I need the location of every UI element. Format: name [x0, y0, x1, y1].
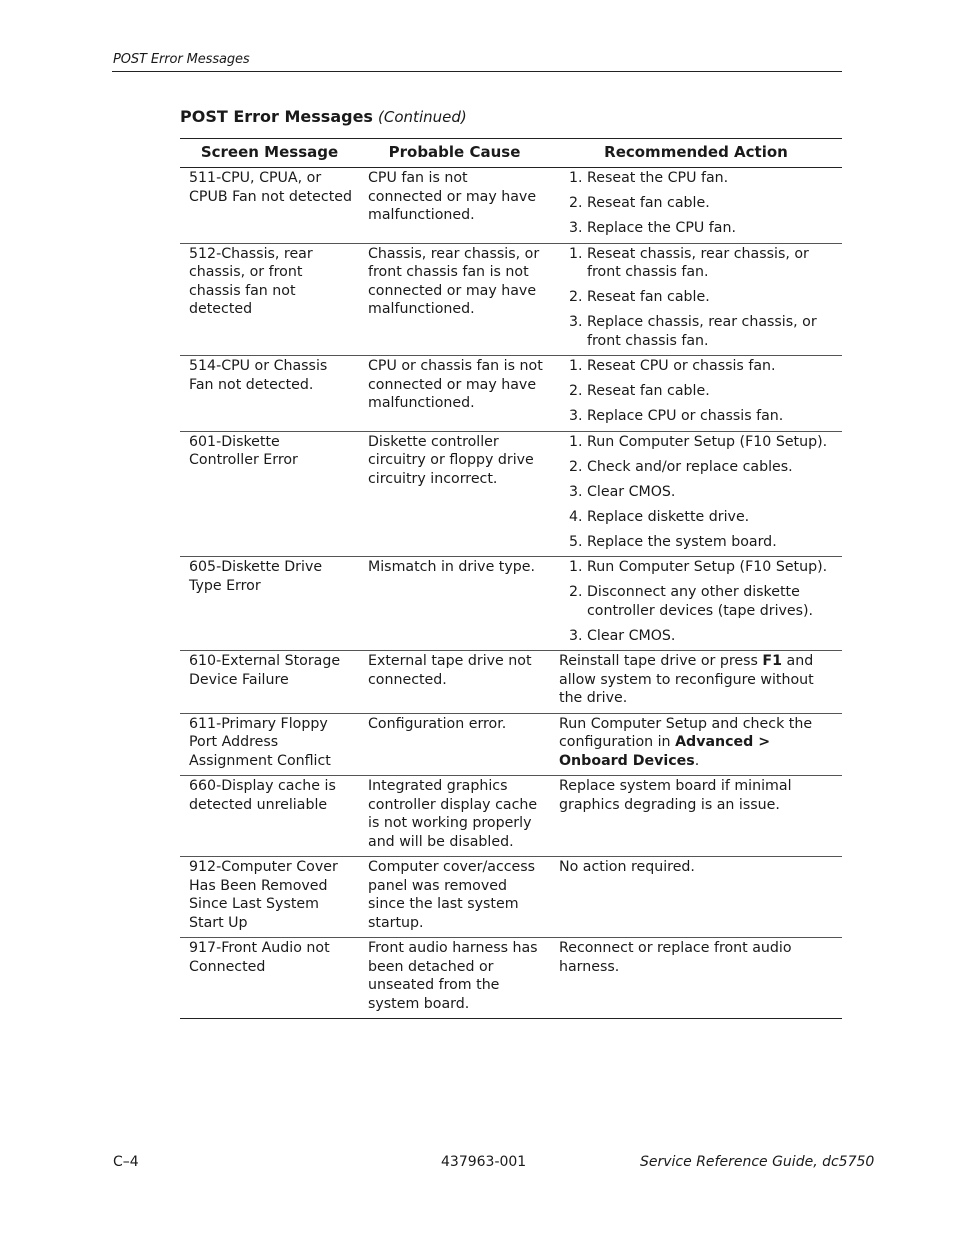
action-step: 5. Replace the system board. — [587, 533, 836, 552]
screen-message: 512-Chassis, rear chassis, or front chassis fan not detected — [180, 243, 359, 356]
screen-message: 610-External Storage Device Failure — [180, 651, 359, 714]
recommended-action: No action required. — [550, 857, 842, 938]
action-text: and allow system to reconfigure without the drive. — [559, 653, 814, 706]
action-step: 1. Reseat the CPU fan. — [587, 169, 836, 188]
screen-message: 912-Computer Cover Has Been Removed Since Last System Start Up — [180, 857, 359, 938]
probable-cause: CPU fan is not connected or may have malfunctioned. — [359, 168, 550, 244]
probable-cause: Computer cover/access panel was removed since the last system startup. — [359, 857, 550, 938]
action-step: 3. Replace chassis, rear chassis, or front chassis fan. — [587, 313, 836, 350]
part-number: 437963-001 — [441, 1154, 527, 1170]
action-steps — [559, 245, 836, 351]
recommended-action — [550, 713, 842, 776]
table-title-continued: (Continued) — [378, 108, 467, 126]
action-step: 2. Reseat fan cable. — [587, 194, 836, 213]
probable-cause: Configuration error. — [359, 713, 550, 776]
table-title — [180, 107, 467, 126]
action-steps — [559, 169, 836, 238]
recommended-action — [550, 243, 842, 356]
action-step: 3. Clear CMOS. — [587, 627, 836, 646]
menu-path-label: Advanced > Onboard Devices — [559, 734, 771, 769]
action-steps — [559, 357, 836, 426]
f1-key-label: F1 — [762, 653, 782, 669]
recommended-action — [550, 431, 842, 557]
action-step: 3. Replace CPU or chassis fan. — [587, 407, 836, 426]
table-row — [180, 168, 842, 244]
table-row — [180, 356, 842, 432]
probable-cause: CPU or chassis fan is not connected or may have malfunctioned. — [359, 356, 550, 432]
screen-message: 605-Diskette Drive Type Error — [180, 557, 359, 651]
action-step: 2. Check and/or replace cables. — [587, 458, 836, 477]
page-number: C–4 — [113, 1154, 139, 1170]
probable-cause: Diskette controller circuitry or floppy drive circuitry incorrect. — [359, 431, 550, 557]
table-row — [180, 431, 842, 557]
action-steps — [559, 558, 836, 645]
recommended-action — [550, 557, 842, 651]
table-header-row — [180, 139, 842, 168]
action-text: . — [694, 752, 700, 769]
probable-cause: Chassis, rear chassis, or front chassis fan is not connected or may have malfunctioned. — [359, 243, 550, 356]
screen-message: 511-CPU, CPUA, or CPUB Fan not detected — [180, 168, 359, 244]
action-step: 1. Reseat chassis, rear chassis, or front chassis fan. — [587, 245, 836, 282]
header-rule — [112, 71, 842, 72]
column-header-screen-message: Screen Message — [180, 139, 359, 168]
recommended-action: Reconnect or replace front audio harness. — [550, 938, 842, 1019]
guide-title: Service Reference Guide, dc5750 — [640, 1154, 875, 1170]
screen-message: 660-Display cache is detected unreliable — [180, 776, 359, 857]
action-text: Run Computer Setup and check the configuration in — [559, 715, 813, 750]
screen-message: 917-Front Audio not Connected — [180, 938, 359, 1019]
recommended-action — [550, 168, 842, 244]
table-row — [180, 713, 842, 776]
table-row — [180, 938, 842, 1019]
recommended-action: Replace system board if minimal graphics degrading is an issue. — [550, 776, 842, 857]
action-step: 3. Clear CMOS. — [587, 483, 836, 502]
table-row — [180, 857, 842, 938]
action-steps — [559, 433, 836, 552]
table-row — [180, 557, 842, 651]
column-header-probable-cause: Probable Cause — [359, 139, 550, 168]
recommended-action — [550, 356, 842, 432]
table-row — [180, 651, 842, 714]
action-step: 2. Reseat fan cable. — [587, 382, 836, 401]
probable-cause: Integrated graphics controller display cache is not working properly and will be disabled. — [359, 776, 550, 857]
action-step: 4. Replace diskette drive. — [587, 508, 836, 527]
running-head: POST Error Messages — [113, 52, 250, 67]
probable-cause: Front audio harness has been detached or unseated from the system board. — [359, 938, 550, 1019]
post-error-table — [180, 138, 842, 1019]
action-step: 2. Reseat fan cable. — [587, 288, 836, 307]
probable-cause: External tape drive not connected. — [359, 651, 550, 714]
screen-message: 601-Diskette Controller Error — [180, 431, 359, 557]
screen-message: 514-CPU or Chassis Fan not detected. — [180, 356, 359, 432]
column-header-recommended-action: Recommended Action — [550, 139, 842, 168]
action-text: Reinstall tape drive or press — [559, 653, 763, 669]
table-title-main: POST Error Messages — [180, 107, 373, 126]
action-step: 1. Run Computer Setup (F10 Setup). — [587, 433, 836, 452]
screen-message: 611-Primary Floppy Port Address Assignment Conflict — [180, 713, 359, 776]
action-step: 1. Reseat CPU or chassis fan. — [587, 357, 836, 376]
table-row — [180, 776, 842, 857]
action-step: 1. Run Computer Setup (F10 Setup). — [587, 558, 836, 577]
probable-cause: Mismatch in drive type. — [359, 557, 550, 651]
action-step: 2. Disconnect any other diskette controller devices (tape drives). — [587, 583, 836, 620]
table-row — [180, 243, 842, 356]
action-step: 3. Replace the CPU fan. — [587, 219, 836, 238]
recommended-action — [550, 651, 842, 714]
